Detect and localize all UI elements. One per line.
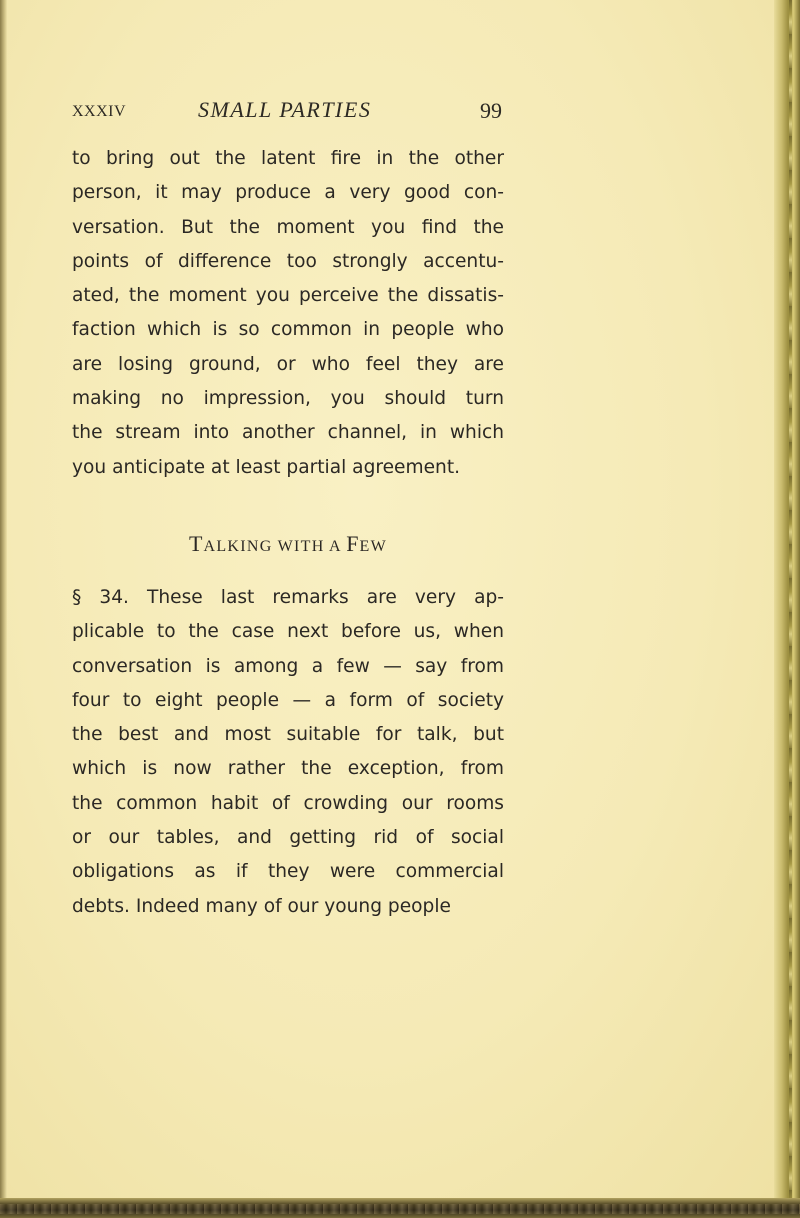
heading-initial: F [346,531,360,556]
page-fore-edge-stripe [789,0,792,1218]
text-line: are losing ground, or who feel they are [72,353,504,375]
text-line: plicable to the case next before us, when [72,621,504,643]
text-line: you anticipate at least partial agreement. [72,456,461,478]
page-fore-edge [774,0,800,1218]
paragraph-1 [72,142,504,485]
running-title: SMALL PARTIES [198,97,372,122]
text-line: § 34. These last remarks are very ap- [72,587,504,608]
text-line: versation. But the moment you find the [72,216,504,238]
page-bottom-edge-texture [0,1204,800,1214]
paragraph-2 [72,581,504,924]
text-line: to bring out the latent fire in the other [72,148,504,169]
text-line: faction which is so common in people who [72,319,504,341]
text-line: obligations as if they were commercial [72,861,504,883]
text-line: or our tables, and getting rid of social [72,827,504,849]
text-line: four to eight people — a form of society [72,689,504,711]
text-line: person, it may produce a very good con- [72,182,504,204]
page-number: 99 [480,98,502,123]
text-line: making no impression, you should turn [72,388,504,410]
text-line: the best and most suitable for talk, but [72,724,504,746]
heading-initial: T [189,531,204,556]
heading-small-caps: ALKING WITH A [203,538,347,555]
text-line: the stream into another channel, in which [72,422,504,444]
text-line: conversation is among a few — say from [72,655,504,677]
section-heading [72,531,504,557]
text-line: ated, the moment you perceive the dissatis- [72,285,504,307]
text-line: points of difference too strongly accentu- [72,250,504,272]
chapter-number: XXXIV [72,103,127,120]
text-line: debts. Indeed many of our young people [72,895,451,917]
heading-small-caps: EW [359,538,387,555]
text-line: which is now rather the exception, from [72,758,504,780]
running-head [72,97,502,127]
page-left-edge [0,0,7,1218]
text-line: the common habit of crowding our rooms [72,792,504,814]
